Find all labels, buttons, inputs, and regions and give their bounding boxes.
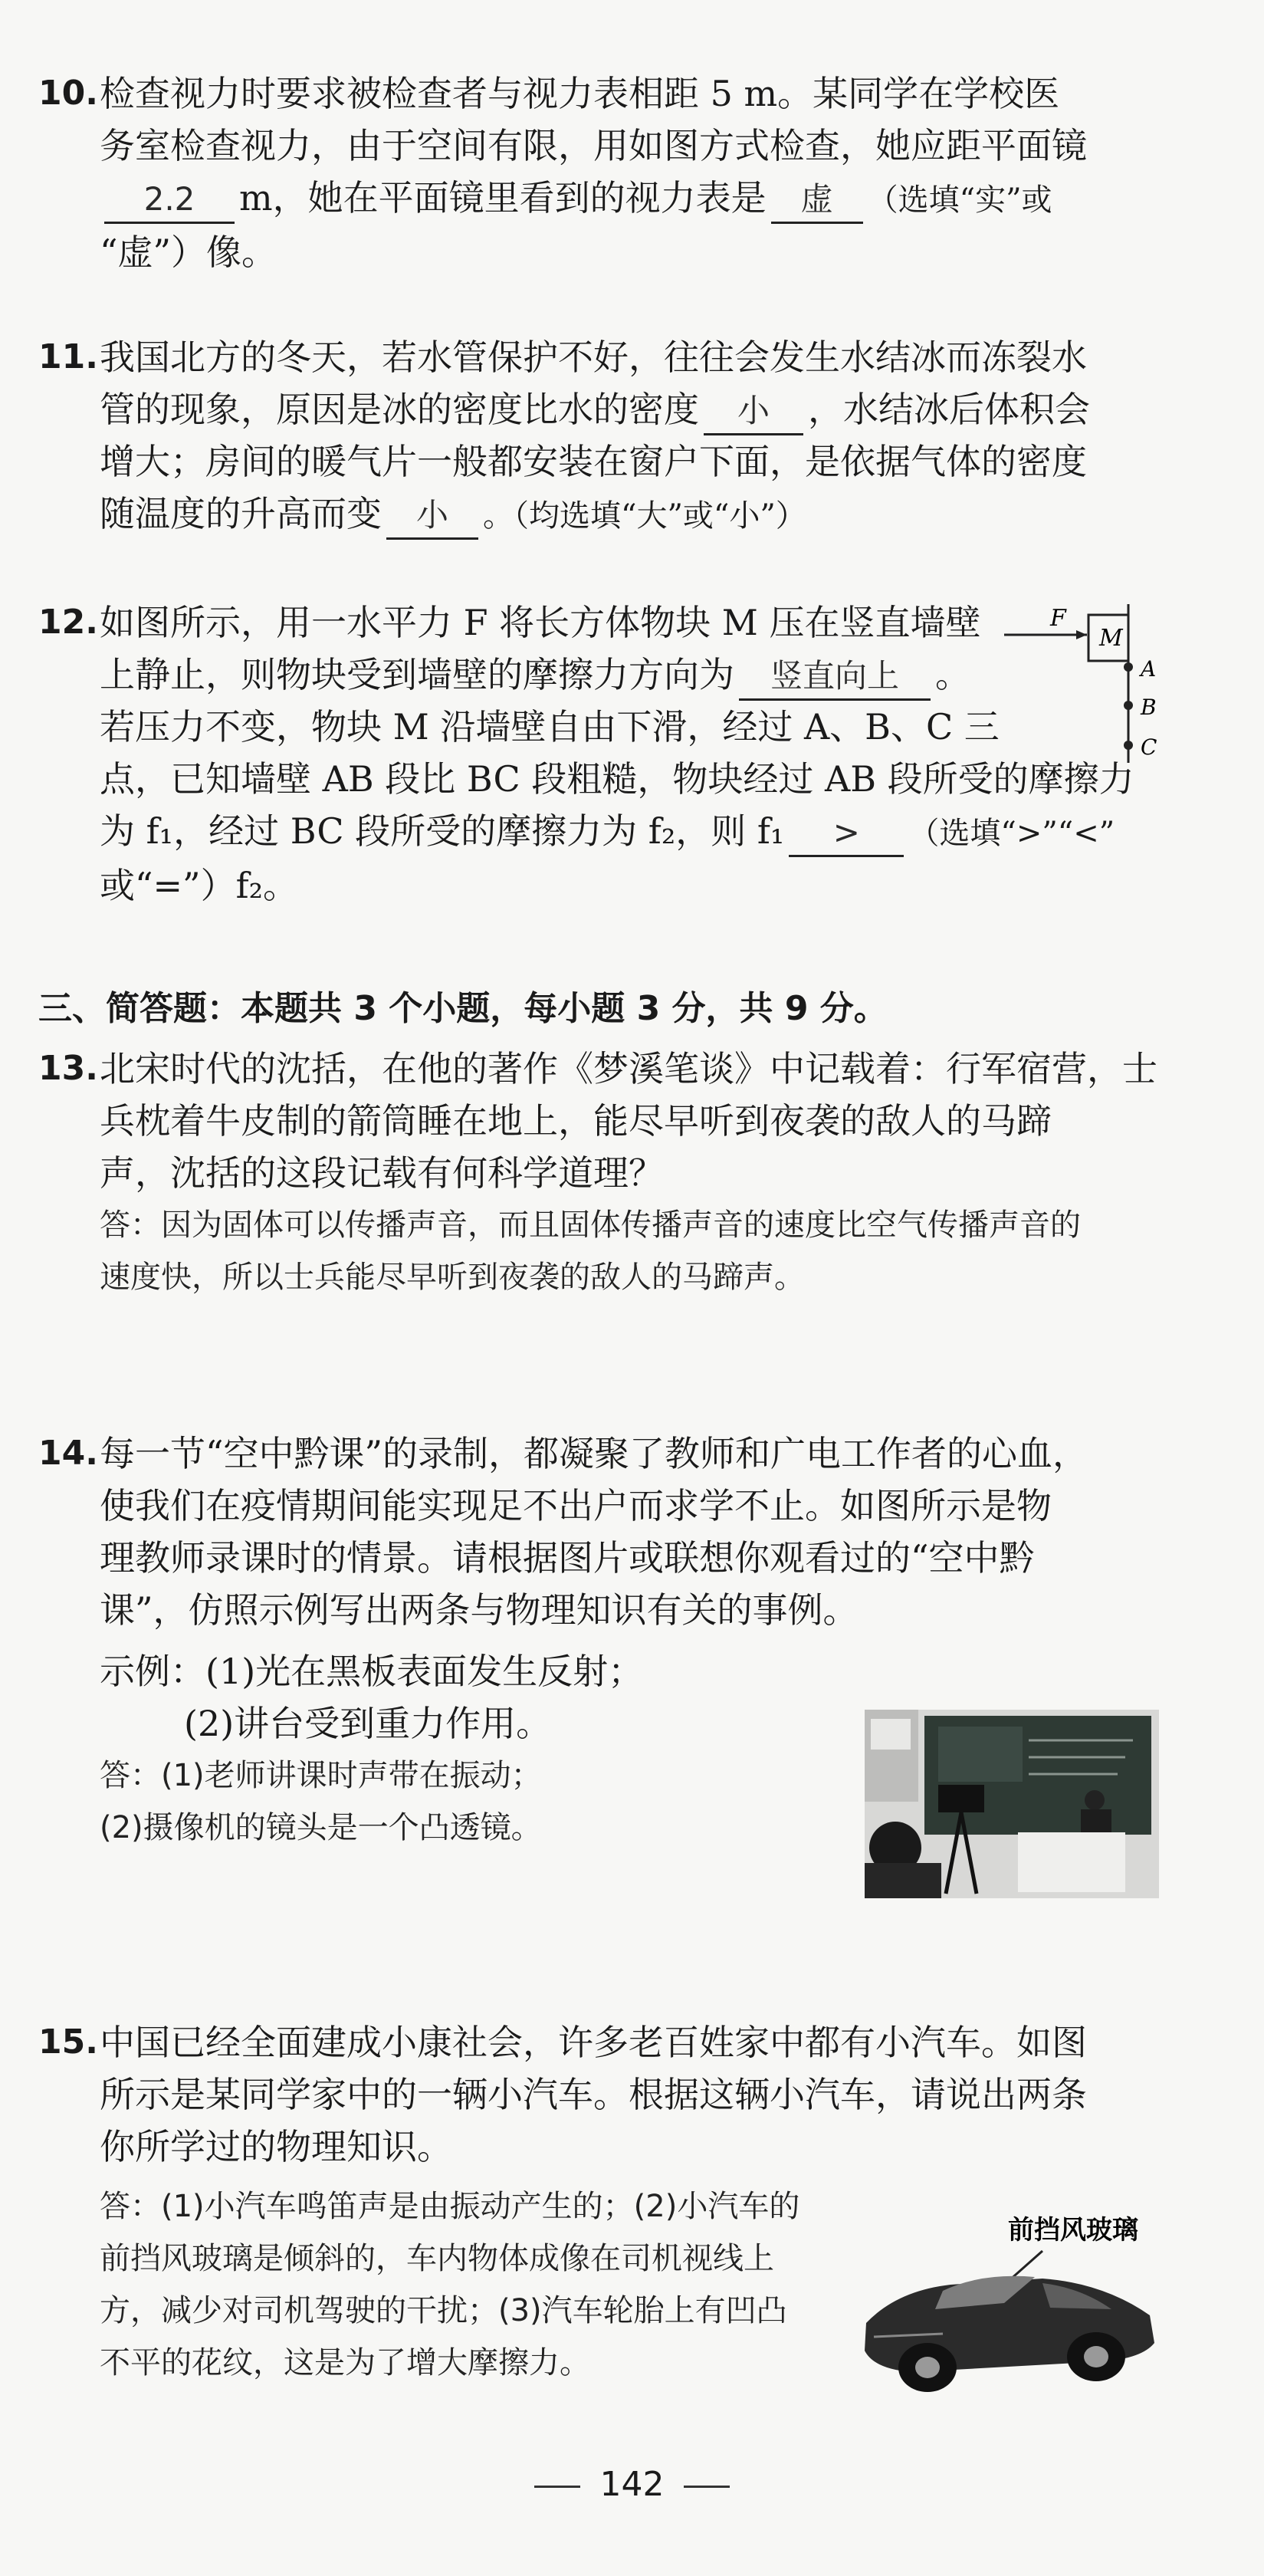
question-10 <box>38 67 1234 278</box>
question-number: 10. <box>38 74 98 113</box>
question-text <box>100 488 1234 542</box>
question-text: 我国北方的冬天，若水管保护不好，往往会发生水结冰而冻裂水 <box>100 337 1087 378</box>
handwritten-answer: 答：(1)小汽车鸣笛声是由振动产生的；(2)小汽车的 <box>100 2189 800 2224</box>
point-label-a: A <box>1141 656 1157 682</box>
block-label: M <box>1099 625 1123 652</box>
answer-blank: 虚 <box>771 177 863 224</box>
question-number: 11. <box>38 337 98 376</box>
question-text: 增大；房间的暖气片一般都安装在窗户下面，是依据气体的密度 <box>100 441 1087 482</box>
question-text <box>100 172 1234 226</box>
answer-blank: 2.2 <box>104 177 235 224</box>
handwritten-answer: 速度快，所以士兵能尽早听到夜袭的敌人的马蹄声。 <box>100 1260 805 1295</box>
classroom-recording-photo <box>865 1710 1159 1898</box>
handwritten-answer: 前挡风玻璃是倾斜的，车内物体成像在司机视线上 <box>100 2241 774 2276</box>
answer-blank: > <box>789 810 904 857</box>
question-text-fragment: （选填“实”或 <box>867 182 1052 218</box>
handwritten-answer: (2)摄像机的镜头是一个凸透镜。 <box>100 1810 542 1845</box>
question-number: 13. <box>38 1049 98 1088</box>
answer-blank: 竖直向上 <box>739 654 931 701</box>
question-text: 课”，仿照示例写出两条与物理知识有关的事例。 <box>100 1589 859 1631</box>
question-text: 使我们在疫情期间能实现足不出户而求学不止。如图所示是物 <box>100 1485 1052 1526</box>
question-text: 若压力不变，物块 M 沿墙壁自由下滑，经过 A、B、C 三 <box>100 706 1000 748</box>
section-heading: 三、简答题：本题共 3 个小题，每小题 3 分，共 9 分。 <box>38 989 888 1028</box>
question-text: 如图所示，用一水平力 F 将长方体物块 M 压在竖直墙壁 <box>100 602 981 643</box>
point-a-dot <box>1124 662 1133 672</box>
footer-dash <box>684 2486 730 2488</box>
question-text: 点，已知墙壁 AB 段比 BC 段粗糙，物块经过 AB 段所受的摩擦力 <box>100 758 1134 800</box>
question-text-fragment: （选填“>”“<” <box>908 816 1115 851</box>
handwritten-answer: 不平的花纹，这是为了增大摩擦力。 <box>100 2345 590 2380</box>
poster-sheet <box>871 1719 911 1750</box>
point-label-c: C <box>1141 734 1157 760</box>
question-text: 理教师录课时的情景。请根据图片或联想你观看过的“空中黔 <box>100 1537 1035 1579</box>
question-text: 中国已经全面建成小康社会，许多老百姓家中都有小汽车。如图 <box>100 2022 1087 2063</box>
page-number-footer <box>0 2465 1264 2504</box>
question-11 <box>38 331 1234 542</box>
question-text-fragment: 为 f₁，经过 BC 段所受的摩擦力为 f₂，则 f₁ <box>100 810 785 852</box>
force-wall-diagram <box>996 598 1196 774</box>
example-line: 示例：(1)光在黑板表面发生反射； <box>100 1651 644 1692</box>
example-line: (2)讲台受到重力作用。 <box>184 1703 552 1744</box>
question-text: 务室检查视力，由于空间有限，用如图方式检查，她应距平面镜 <box>100 125 1087 166</box>
question-text-fragment: 。 <box>935 654 970 695</box>
question-text: 声，沈括的这段记载有何科学道理？ <box>100 1152 664 1194</box>
question-13 <box>38 1043 1234 1303</box>
question-text-fragment: 管的现象，原因是冰的密度比水的密度 <box>100 389 699 430</box>
lectern <box>1018 1832 1125 1892</box>
handwritten-answer: 方，减少对司机驾驶的干扰；(3)汽车轮胎上有凹凸 <box>100 2293 787 2328</box>
handwritten-answer: 答：因为固体可以传播声音，而且固体传播声音的速度比空气传播声音的 <box>100 1208 1081 1243</box>
question-text: 北宋时代的沈括，在他的著作《梦溪笔谈》中记载着：行军宿营，士 <box>100 1048 1157 1089</box>
cameraman-body <box>865 1863 941 1898</box>
windshield-label: 前挡风玻璃 <box>1008 2215 1138 2246</box>
question-text: “虚”）像。 <box>100 232 277 273</box>
question-text: 检查视力时要求被检查者与视力表相距 5 m。某同学在学校医 <box>100 73 1060 114</box>
answer-blank: 小 <box>386 493 478 540</box>
question-text-fragment: m，她在平面镜里看到的视力表是 <box>239 177 767 219</box>
point-c-dot <box>1124 741 1133 750</box>
sports-car-figure <box>851 2208 1180 2407</box>
question-text-fragment: 。（均选填“大”或“小”） <box>483 498 806 534</box>
arrowhead-icon <box>1076 630 1087 639</box>
page-number: 142 <box>599 2465 665 2504</box>
question-text <box>100 383 1234 435</box>
question-text-fragment: 随温度的升高而变 <box>100 493 382 534</box>
question-text: 所示是某同学家中的一辆小汽车。根据这辆小汽车，请说出两条 <box>100 2074 1087 2115</box>
screen-panel <box>938 1727 1023 1782</box>
front-hubcap <box>915 2357 940 2378</box>
question-number: 14. <box>38 1434 98 1473</box>
question-text: 或“=”）f₂。 <box>100 865 299 906</box>
teacher-head <box>1085 1790 1105 1810</box>
answer-blank: 小 <box>704 389 803 435</box>
force-label: F <box>1050 605 1066 632</box>
question-number: 12. <box>38 603 98 642</box>
point-b-dot <box>1124 701 1133 710</box>
question-text-fragment: 上静止，则物块受到墙壁的摩擦力方向为 <box>100 654 734 695</box>
question-number: 15. <box>38 2022 98 2062</box>
footer-dash <box>534 2486 580 2488</box>
rear-hubcap <box>1084 2346 1108 2367</box>
camera-icon <box>938 1785 984 1812</box>
question-text <box>100 805 1234 859</box>
question-text: 兵枕着牛皮制的箭筒睡在地上，能尽早听到夜袭的敌人的马蹄 <box>100 1100 1052 1142</box>
question-text: 每一节“空中黔课”的录制，都凝聚了教师和广电工作者的心血， <box>100 1433 1088 1474</box>
question-text-fragment: ，水结冰后体积会 <box>808 389 1090 430</box>
handwritten-answer: 答：(1)老师讲课时声带在振动； <box>100 1758 542 1793</box>
point-label-b: B <box>1141 695 1157 720</box>
question-text: 你所学过的物理知识。 <box>100 2126 452 2167</box>
